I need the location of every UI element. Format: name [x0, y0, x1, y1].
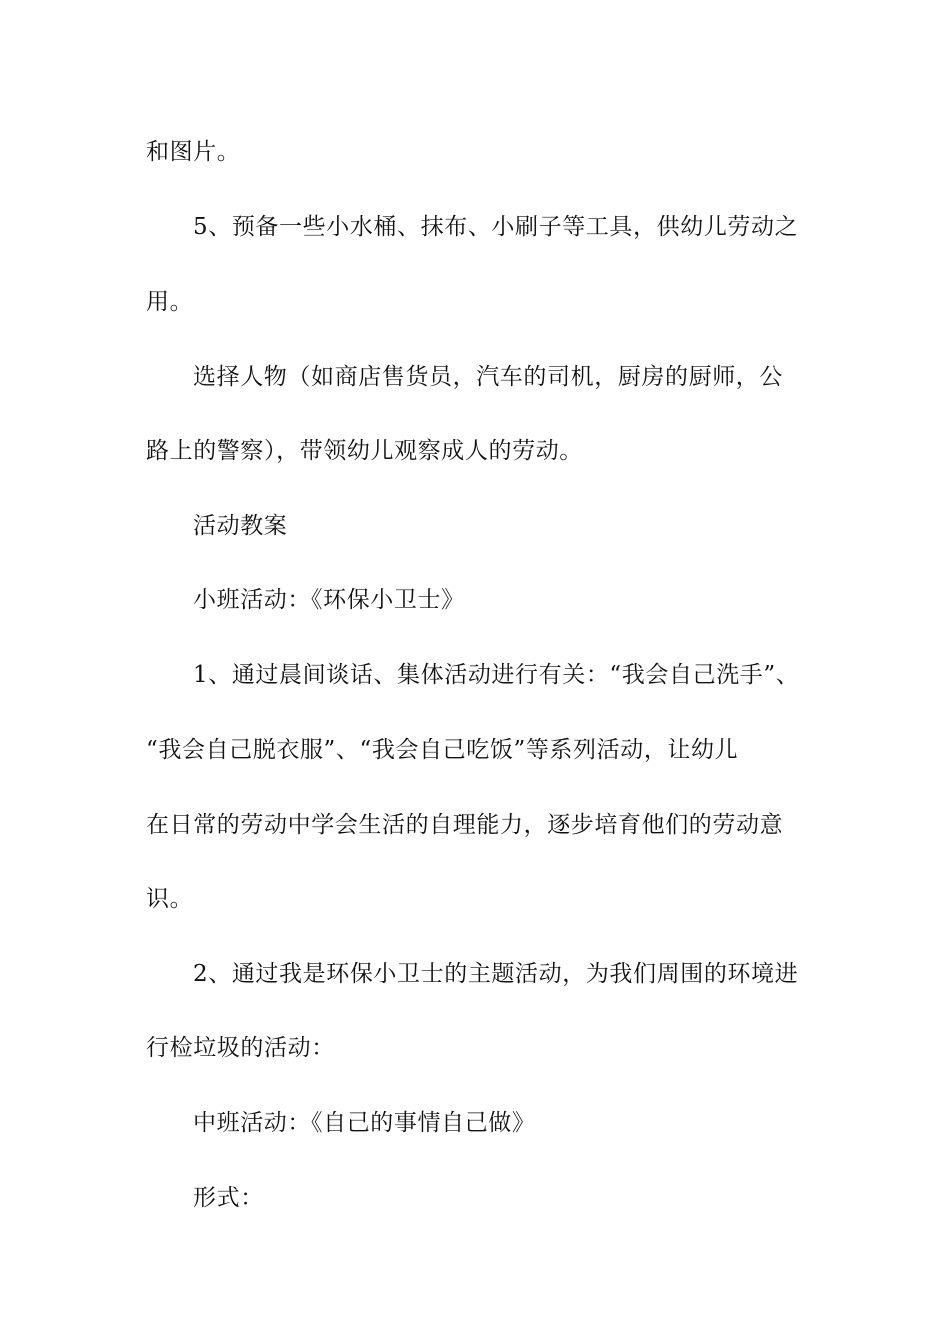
text-line: 形式：: [193, 1185, 264, 1211]
section-heading: 活动教案: [193, 513, 288, 539]
text-line: 1、通过晨间谈话、集体活动进行有关：“我会自己洗手”、: [193, 662, 800, 688]
text-line: 5、预备一些小水桶、抹布、小刷子等工具，供幼儿劳动之: [193, 214, 799, 240]
text-line: 行检垃圾的活动：: [146, 1035, 335, 1061]
text-line: “我会自己脱衣服”、“我会自己吃饭”等系列活动，让幼儿: [146, 737, 739, 763]
text-line: 用。: [146, 289, 194, 315]
text-line: 和图片。: [146, 139, 241, 165]
text-line: 识。: [146, 886, 194, 912]
text-line: 2、通过我是环保小卫士的主题活动，为我们周围的环境进: [193, 961, 799, 987]
text-line: 路上的警察），带领幼儿观察成人的劳动。: [146, 438, 583, 464]
text-line: 在日常的劳动中学会生活的自理能力，逐步培育他们的劳动意: [146, 812, 784, 838]
activity-title: 中班活动：《自己的事情自己做》: [193, 1110, 536, 1136]
text-line: 选择人物（如商店售货员，汽车的司机，厨房的厨师，公: [193, 364, 783, 390]
activity-title: 小班活动：《环保小卫士》: [193, 587, 465, 613]
